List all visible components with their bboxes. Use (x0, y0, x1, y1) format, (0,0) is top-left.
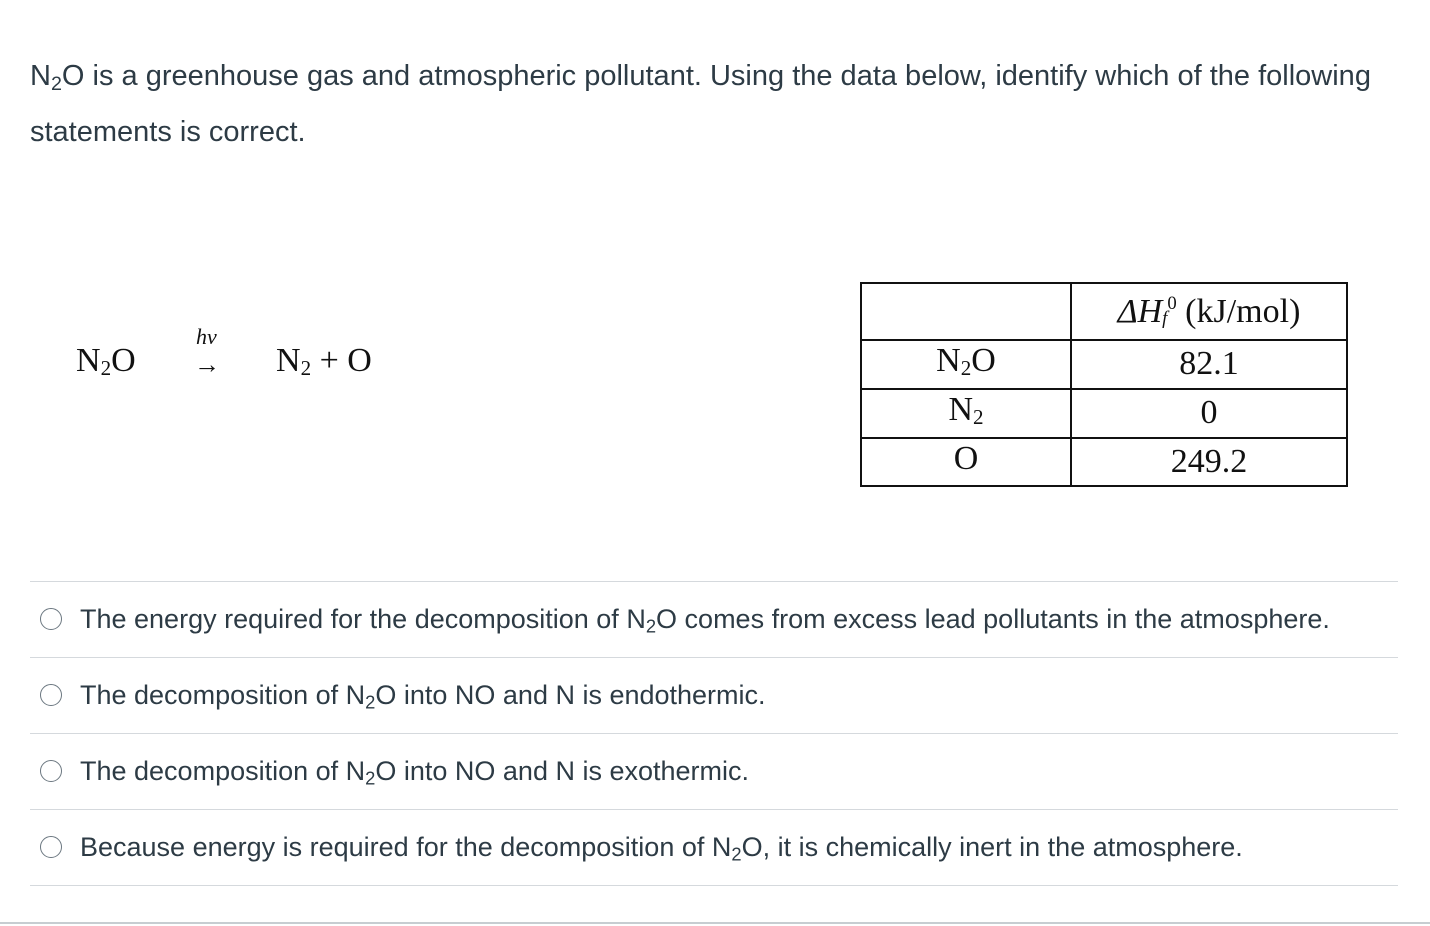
question-subscript: 2 (50, 72, 62, 95)
question-text-part: N (30, 60, 51, 92)
question-text-part: O is a greenhouse gas and atmospheric pollutant. Using the data below, identify which of the following statements is correct. (30, 60, 1371, 148)
enthalpy-table (860, 282, 1348, 487)
answer-label[interactable]: The decomposition of N2O into NO and N is exothermic. (80, 756, 750, 789)
table-header-cell-empty (861, 283, 1071, 340)
table-species-cell: O (861, 438, 1071, 487)
answer-label[interactable]: The decomposition of N2O into NO and N is endothermic. (80, 680, 766, 713)
reaction-equation (76, 320, 416, 410)
table-value-cell: 0 (1071, 389, 1347, 438)
bottom-divider (0, 922, 1430, 924)
table-species-cell: N2O (861, 340, 1071, 389)
equation-hv-label: hv (196, 324, 217, 349)
equation-products: N2 + O (276, 342, 372, 380)
answer-option-2[interactable] (30, 657, 1398, 733)
table-header-cell: ΔHf$^0$ (kJ/mol) (1071, 283, 1347, 340)
radio-button[interactable] (40, 608, 62, 630)
table-value-cell: 82.1 (1071, 340, 1347, 389)
answer-label[interactable]: Because energy is required for the decomposition of N2O, it is chemically inert in the atmosphere. (80, 832, 1243, 865)
table-row (861, 389, 1347, 438)
answer-label[interactable]: The energy required for the decomposition of N2O comes from excess lead pollutants in the atmosphere. (80, 604, 1330, 637)
radio-button[interactable] (40, 760, 62, 782)
radio-button[interactable] (40, 684, 62, 706)
table-value-cell: 249.2 (1071, 438, 1347, 487)
reaction-arrow-icon: → (194, 350, 220, 379)
table-species-cell: N2 (861, 389, 1071, 438)
question-text (30, 52, 1400, 156)
answer-option-4[interactable] (30, 809, 1398, 886)
radio-button[interactable] (40, 836, 62, 858)
table-row (861, 438, 1347, 487)
equation-reactant: N2O (76, 342, 136, 380)
answer-list (30, 581, 1398, 886)
answer-option-1[interactable] (30, 581, 1398, 657)
answer-option-3[interactable] (30, 733, 1398, 809)
table-row (861, 340, 1347, 389)
table-header-row (861, 283, 1347, 340)
